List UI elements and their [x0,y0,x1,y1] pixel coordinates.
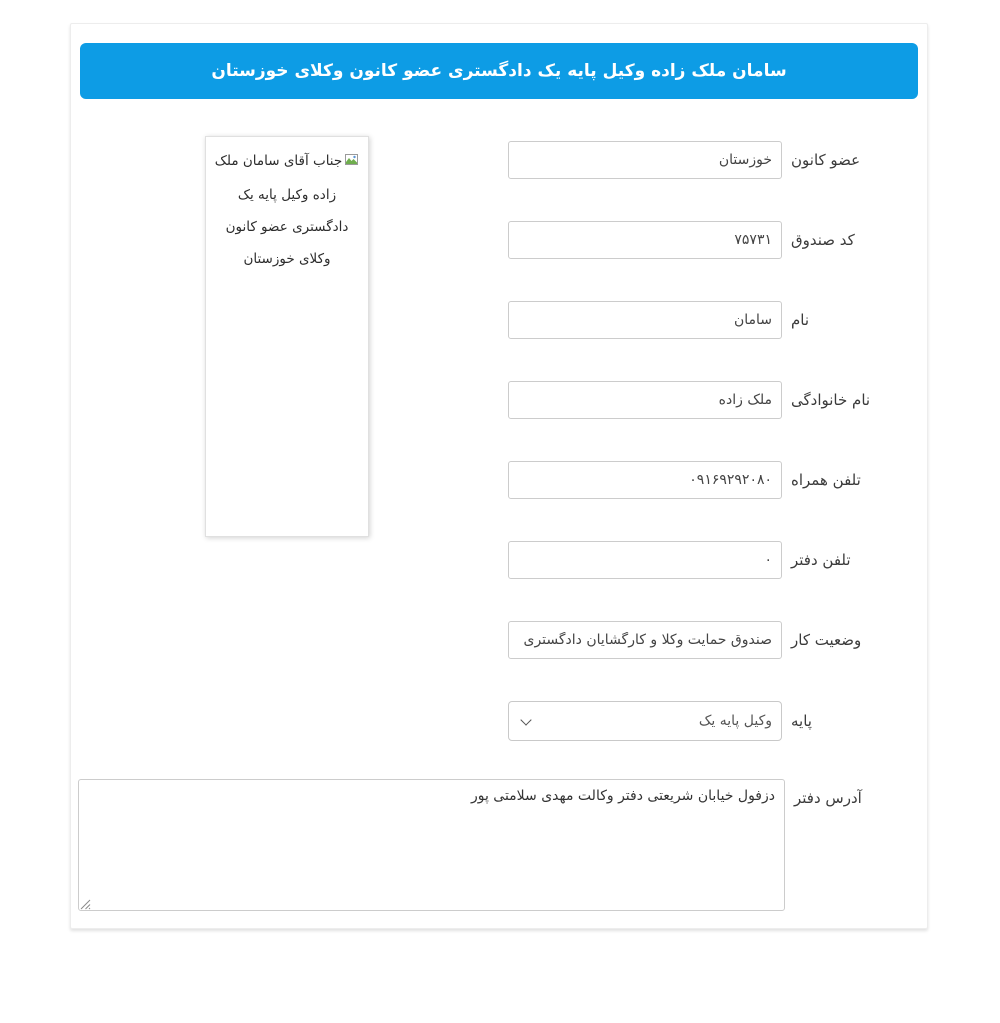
fund-code-label: کد صندوق [791,231,855,249]
form-row-first-name [508,301,927,339]
form-row-member-of-bar [508,141,927,179]
work-status-input[interactable] [508,621,782,659]
last-name-input[interactable] [508,381,782,419]
office-phone-label: تلفن دفتر [791,551,851,569]
profile-form [71,99,927,911]
profile-card [70,23,928,929]
last-name-label: نام خانوادگی [791,391,871,409]
form-row-office-address [78,779,927,911]
resize-grip[interactable] [80,896,92,908]
member-of-bar-label: عضو کانون [791,151,861,169]
office-phone-input[interactable] [508,541,782,579]
form-row-mobile-phone [508,461,927,499]
member-of-bar-input[interactable] [508,141,782,179]
office-address-label: آدرس دفتر [794,789,862,807]
first-name-label: نام [791,311,810,329]
mobile-phone-label: تلفن همراه [791,471,861,489]
fund-code-input[interactable] [508,221,782,259]
profile-photo-broken [205,136,369,537]
first-name-input[interactable] [508,301,782,339]
work-status-label: وضعیت کار [791,631,862,649]
form-row-grade [508,701,927,741]
grade-label: پایه [791,712,812,730]
office-address-textarea[interactable] [78,779,785,911]
form-row-office-phone [508,541,927,579]
page-title: سامان ملک زاده وکیل پایه یک دادگستری عضو کانون وکلای خوزستان [80,43,918,99]
form-row-last-name [508,381,927,419]
form-row-fund-code [508,221,927,259]
photo-alt-text: جناب آقای سامان ملک زاده وکیل پایه یک دادگستری عضو کانون وکلای خوزستان [214,153,349,267]
grade-select[interactable] [508,701,782,741]
form-row-work-status [508,621,927,659]
mobile-phone-input[interactable] [508,461,782,499]
broken-image-icon [344,147,359,179]
